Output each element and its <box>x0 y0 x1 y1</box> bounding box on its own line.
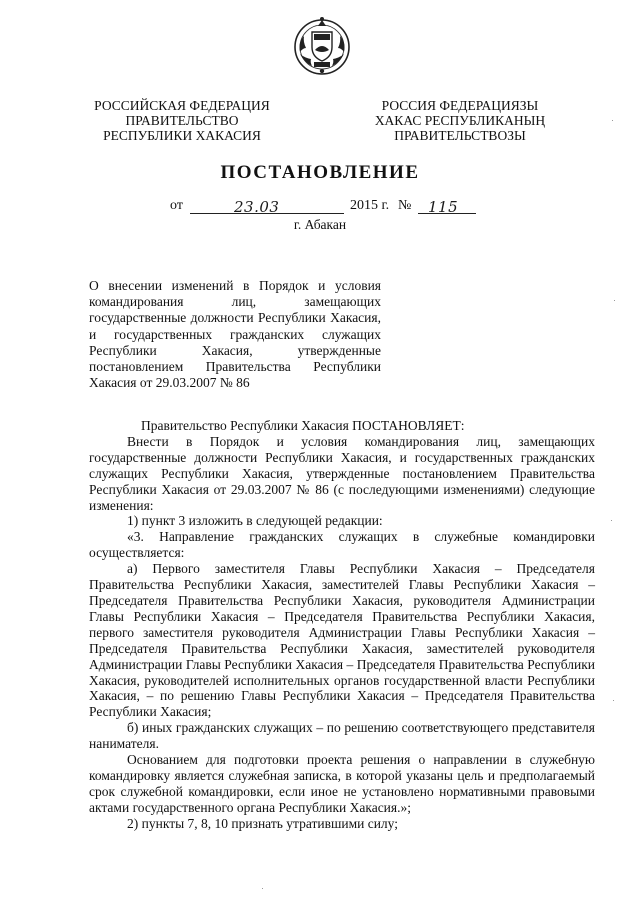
body-paragraph: 2) пункты 7, 8, 10 признать утратившими силу; <box>127 815 398 831</box>
body-paragraph: Внести в Порядок и условия командирования лиц, замещающих государственные должности Республики Хакасия, и государственных гражданских служащих Республики Хакасия, утвержденные постановлением Правительства Республики Хакасия от 29.03.2007 № 86 (с последующими изменениями) следующие изменения: <box>89 433 595 513</box>
document-subject: О внесении изменений в Порядок и условия командирования лиц, замещающих государственные должности Республики Хакасия, и государственных гражданских служащих Республики Хакасия, утвержденные постановлением Правительства Республики Хакасия от 29.03.2007 № 86 <box>89 278 381 391</box>
header-left-line: РОССИЙСКАЯ ФЕДЕРАЦИЯ <box>94 98 270 113</box>
header-left-block <box>84 98 280 143</box>
header-right-line: ХАКАС РЕСПУБЛИКАНЫҢ <box>374 113 546 128</box>
date-year: 2015 г. <box>350 198 390 213</box>
body-paragraph: б) иных гражданских служащих – по решению соответствующего представителя нанимателя. <box>89 720 595 752</box>
date-from-label: от <box>170 198 183 213</box>
coat-of-arms-emblem-icon <box>292 14 352 80</box>
handwritten-number: 115 <box>428 198 459 216</box>
body-paragraph: «3. Направление гражданских служащих в служебные командировки осуществляется: <box>89 529 595 561</box>
body-paragraph: 1) пункт 3 изложить в следующей редакции: <box>127 513 383 529</box>
body-paragraph: Правительство Республики Хакасия ПОСТАНОВЛЯЕТ: <box>141 418 465 433</box>
header-left-line: ПРАВИТЕЛЬСТВО <box>125 113 239 128</box>
header-left-line: РЕСПУБЛИКИ ХАКАСИЯ <box>103 128 261 143</box>
header-right-line: ПРАВИТЕЛЬСТВОЗЫ <box>394 128 526 143</box>
document-body <box>89 418 595 832</box>
document-title: ПОСТАНОВЛЕНИЕ <box>220 162 420 183</box>
body-paragraph: а) Первого заместителя Главы Республики Хакасия – Председателя Правительства Республики Хакасия, заместителей Главы Республики Хакасия – Председателя Правительства Республики Хакасия, руководителя Администрации Главы Республики Хакасия – Председателя Правительства Республики Хакасия, первого заместителя руководителя Администрации Главы Республики Хакасия – Председателя Правительства Республики Хакасия, заместителей руководителя Администрации Главы Республики Хакасия – Председателя Правительства Республики Хакасия, руководителей исполнительных органов государственной власти Республики Хакасия, – по решению Главы Республики Хакасия – Председателя Правительства Республики Хакасия; <box>89 561 595 720</box>
number-sign: № <box>398 198 412 213</box>
handwritten-date: 23.03 <box>234 198 280 216</box>
header-right-block <box>362 98 558 143</box>
city-name: г. Абакан <box>293 217 347 232</box>
body-paragraph: Основанием для подготовки проекта решения о направлении в служебную командировку является служебная записка, в которой указаны цель и предполагаемый срок служебной командировки, если иное не установлено нормативными правовыми актами государственного органа Республики Хакасия.»; <box>89 752 595 815</box>
date-number-line <box>170 198 490 218</box>
header-right-line: РОССИЯ ФЕДЕРАЦИЯЗЫ <box>381 98 539 113</box>
